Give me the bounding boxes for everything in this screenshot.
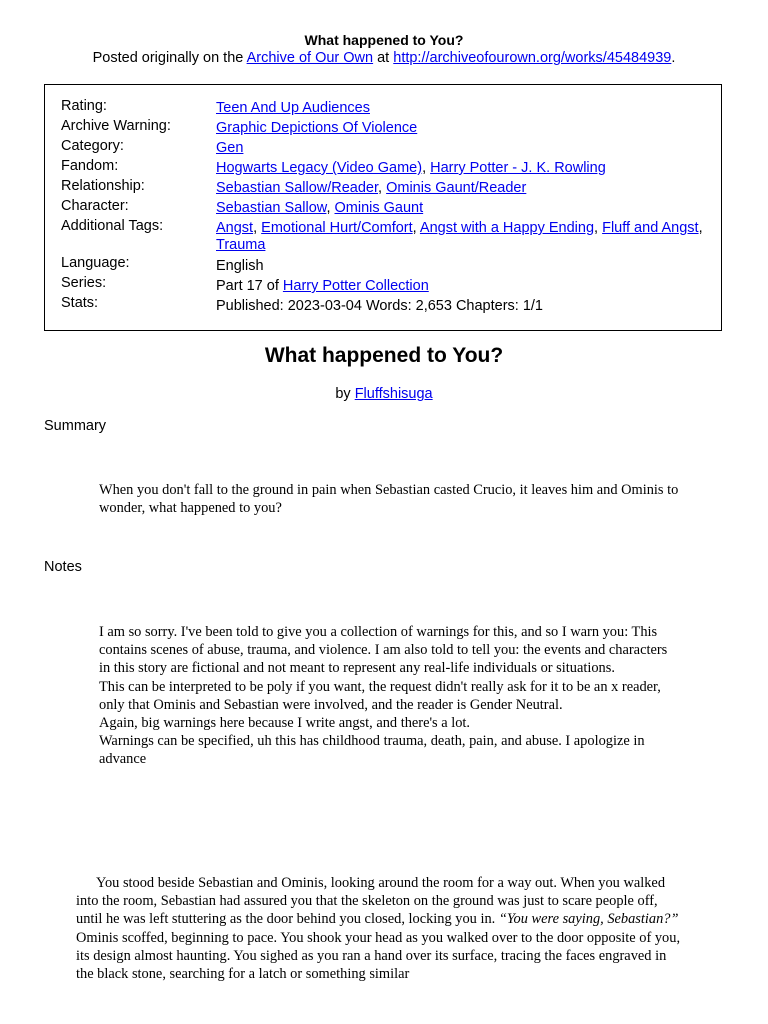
work-url-link[interactable]: http://archiveofourown.org/works/45484939 (393, 50, 672, 66)
tags-label: Additional Tags: (61, 218, 164, 234)
stats-label: Stats: (61, 295, 99, 311)
category-link[interactable]: Gen (216, 140, 244, 156)
character-link-2[interactable]: Ominis Gaunt (334, 200, 424, 216)
tag-link-2[interactable]: Emotional Hurt/Comfort (261, 220, 413, 236)
posted-line (0, 50, 768, 66)
notes-paragraph-1: I am so sorry. I've been told to give you a collection of warnings for this, and so I warn you: This contains scenes of abuse, trauma, and violence. I am also told to tell you: the events and characters in this story are fictional and not meant to represent any real-life individuals or situations. (99, 624, 668, 677)
character-label: Character: (61, 198, 129, 214)
fandom-label: Fandom: (61, 158, 119, 174)
stats-value: Published: 2023-03-04 Words: 2,653 Chapters: 1/1 (216, 298, 543, 314)
relationship-label: Relationship: (61, 178, 145, 194)
posted-prefix: Posted originally on the (92, 50, 247, 66)
warning-link[interactable]: Graphic Depictions Of Violence (216, 120, 418, 136)
language-label: Language: (61, 255, 130, 271)
tag-link-5[interactable]: Trauma (216, 237, 266, 253)
work-title: What happened to You? (264, 344, 504, 367)
notes-text (99, 623, 679, 769)
notes-heading: Notes (44, 559, 82, 575)
byline-prefix: by (335, 386, 355, 402)
story-text-2: Ominis scoffed, beginning to pace. You shook your head as you walked over to the door opposite of you, its design almost haunting. You sighed as you ran a hand over its surface, tracing the faces engraved in the black stone, searching for a latch or something similar (76, 929, 681, 983)
fandom-link-1[interactable]: Hogwarts Legacy (Video Game) (216, 160, 423, 176)
notes-paragraph-4: Warnings can be specified, uh this has childhood trauma, death, pain, and abuse. I apologize in advance (99, 733, 645, 768)
posted-mid: at (373, 50, 394, 66)
story-paragraph (76, 874, 686, 983)
tag-link-1[interactable]: Angst (216, 220, 254, 236)
rating-label: Rating: (61, 98, 107, 114)
summary-text: When you don't fall to the ground in pain when Sebastian casted Crucio, it leaves him and Ominis to wonder, what happened to you? (99, 482, 679, 517)
series-link[interactable]: Harry Potter Collection (282, 278, 429, 294)
fandom-link-2[interactable]: Harry Potter - J. K. Rowling (430, 160, 606, 176)
byline (0, 386, 768, 402)
character-link-1[interactable]: Sebastian Sallow (216, 200, 327, 216)
rating-link[interactable]: Teen And Up Audiences (216, 100, 370, 116)
document-header-title: What happened to You? (304, 32, 464, 48)
posted-suffix: . (671, 50, 676, 66)
category-label: Category: (61, 138, 124, 154)
story-text-1: You stood beside Sebastian and Ominis, looking around the room for a way out. When you walked into the room, Sebastian had assured you that the skeleton on the ground was just to scare people off, until he was left stuttering as the door behind you closed, locking you in. (76, 875, 666, 928)
notes-paragraph-3: Again, big warnings here because I write angst, and there's a lot. (99, 715, 471, 732)
summary-heading: Summary (44, 418, 107, 434)
tag-link-3[interactable]: Angst with a Happy Ending (419, 220, 595, 236)
notes-paragraph-2: This can be interpreted to be poly if you want, the request didn't really ask for it to be an x reader, only that Ominis and Sebastian were involved, and the reader is Gender Neutral. (99, 678, 661, 713)
story-body (76, 874, 686, 983)
warning-label: Archive Warning: (61, 118, 171, 134)
series-prefix: Part 17 of (216, 278, 283, 294)
story-quote: “You were saying, Sebastian?” (498, 911, 679, 928)
series-label: Series: (61, 275, 107, 291)
archive-link[interactable]: Archive of Our Own (246, 50, 374, 66)
language-value: English (216, 258, 264, 274)
tag-link-4[interactable]: Fluff and Angst (602, 220, 699, 236)
relationship-link-2[interactable]: Ominis Gaunt/Reader (386, 180, 527, 196)
author-link[interactable]: Fluffshisuga (354, 386, 433, 402)
relationship-link-1[interactable]: Sebastian Sallow/Reader (216, 180, 379, 196)
metadata-box: Rating: Teen And Up Audiences Archive Warning: Graphic Depictions Of Violence Category: Gen Fandom: Hogwarts Legacy (Video Game), Harry Potter - J. K. Rowling Relationship: Sebastian Sallow/Reader, Ominis Gaunt/Reader Character: Sebastian Sallow, Ominis Gaunt Additional Tags: Angst, Emotional Hurt/Comfort, Angst with a Happy Ending, Fluff and Angst, Trauma Language: English Series: Part 17 of Harry Potter Collection Stats: Published: 2023-03-04 Words: 2,653 Chapters: 1/1 (44, 84, 722, 331)
